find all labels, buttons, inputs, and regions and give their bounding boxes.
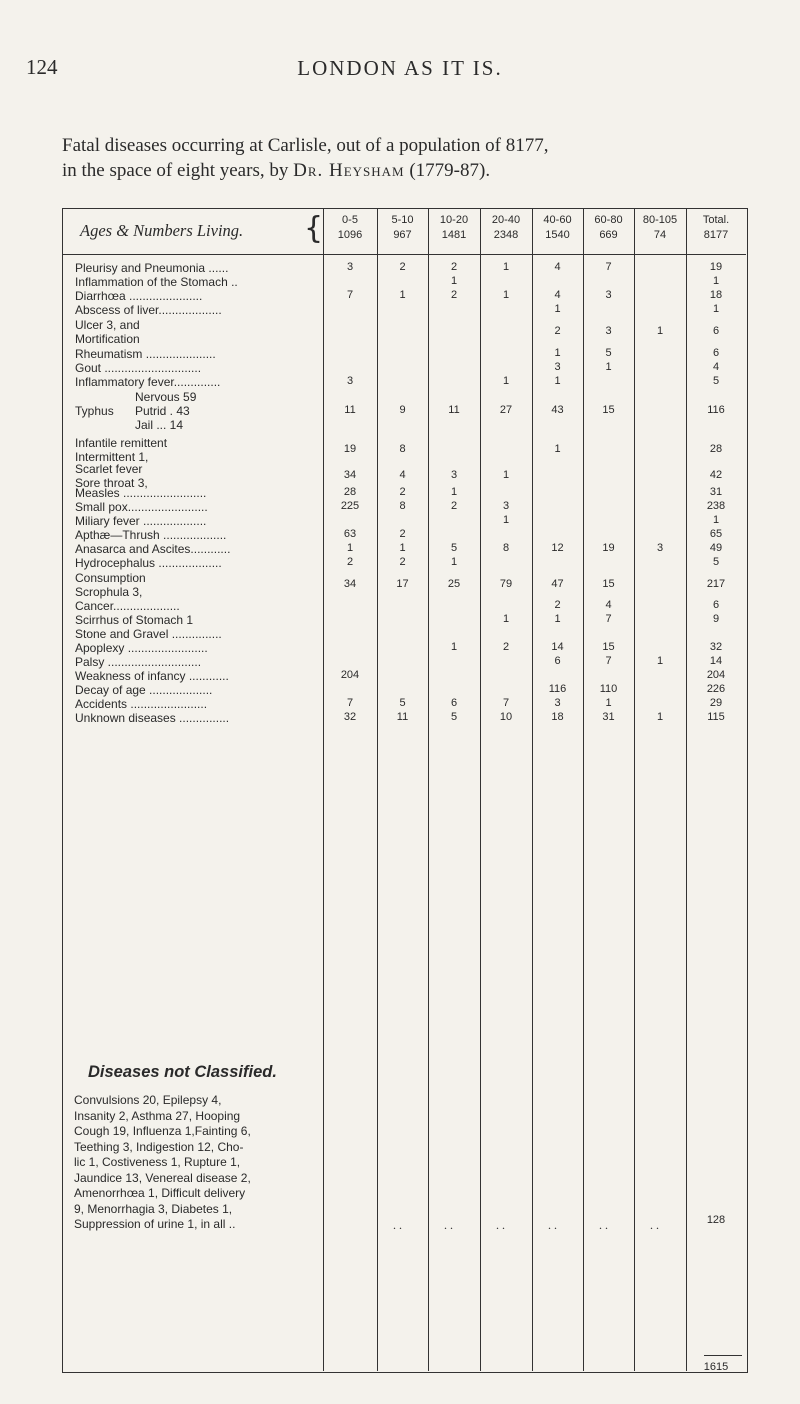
table-cell: 3: [346, 261, 354, 273]
table-cell: 43: [551, 404, 564, 416]
table-cell: 8: [502, 542, 510, 554]
column-age: 20-40: [491, 214, 521, 226]
table-cell: 1: [656, 655, 664, 667]
table-cell: 17: [396, 578, 409, 590]
table-cell: 1: [605, 361, 612, 373]
disease-name-line: Accidents .......................: [75, 697, 208, 711]
column-rule: [583, 208, 584, 1371]
table-cell: 25: [447, 578, 461, 590]
table-cell: 1: [502, 375, 510, 387]
disease-name-line: Gout .............................: [75, 361, 202, 375]
disease-name-line: Palsy ............................: [75, 655, 202, 669]
table-cell: 7: [605, 613, 612, 625]
table-cell: 1: [399, 289, 406, 301]
table-cell: 6: [554, 655, 561, 667]
unclassified-list: [74, 1093, 336, 1233]
disease-name: [75, 514, 206, 528]
disease-name: [75, 613, 193, 627]
disease-name: [75, 318, 140, 346]
table-cell: 9: [399, 404, 406, 416]
table-cell: 19: [343, 443, 357, 455]
disease-name-line: Ulcer 3, and: [75, 318, 140, 332]
column-living: 8177: [703, 229, 729, 241]
disease-name-line: Consumption: [75, 571, 146, 585]
table-cell: 3: [554, 697, 561, 709]
disease-name-line: Inflammatory fever..............: [75, 375, 221, 389]
disease-name-line: Scrophula 3,: [75, 585, 143, 599]
table-cell: 11: [344, 404, 356, 416]
table-cell: 8: [399, 443, 406, 455]
table-cell: 42: [709, 469, 723, 481]
table-cell: 1: [502, 613, 510, 625]
leader-dots: . .: [599, 1218, 608, 1232]
caption: [62, 133, 782, 183]
column-header: [583, 213, 634, 243]
table-cell: 4: [605, 599, 612, 611]
disease-name-line: Sore throat 3,: [75, 476, 148, 490]
table-cell: 2: [399, 486, 406, 498]
table-cell: 14: [551, 641, 564, 653]
table-cell: 116: [707, 404, 725, 416]
unclassified-line: Teething 3, Indigestion 12, Cho-: [74, 1139, 244, 1154]
table-cell: 5: [605, 347, 612, 359]
leader-dots: . .: [496, 1218, 505, 1232]
table-cell: 5: [712, 375, 720, 387]
unclassified-line: Insanity 2, Asthma 27, Hooping: [74, 1108, 241, 1123]
table-cell: 1: [554, 613, 561, 625]
disease-name-line: Pleurisy and Pneumonia ......: [75, 261, 229, 275]
column-living: 1540: [545, 229, 570, 241]
caption-line-2-pre: in the space of eight years, by: [62, 160, 294, 181]
disease-name: [75, 669, 229, 683]
disease-name-line: Abscess of liver...................: [75, 303, 222, 317]
table-cell: 7: [502, 697, 510, 709]
column-age: 5-10: [391, 214, 414, 226]
disease-name: [75, 347, 216, 361]
unclassified-line: lic 1, Costiveness 1, Rupture 1,: [74, 1155, 241, 1169]
column-age: 80-105: [642, 214, 678, 226]
table-cell: 226: [706, 683, 726, 695]
disease-name-line: Decay of age ...................: [75, 683, 213, 697]
disease-name-line: Nervous 59: [135, 390, 197, 404]
column-age: 60-80: [594, 214, 623, 226]
table-cell: 11: [396, 711, 409, 723]
table-cell: 110: [599, 683, 618, 695]
column-header: [686, 213, 746, 243]
disease-name-line: Stone and Gravel ...............: [75, 627, 222, 641]
table-cell: 7: [346, 289, 354, 301]
disease-name: [75, 542, 230, 556]
table-cell: 27: [499, 404, 513, 416]
table-cell: 6: [450, 697, 458, 709]
table-cell: 34: [343, 578, 357, 590]
table-cell: 3: [450, 469, 458, 481]
disease-name: [75, 275, 238, 289]
table-cell: 7: [346, 697, 354, 709]
table-cell: 1: [399, 542, 406, 554]
table-cell: 63: [343, 528, 357, 540]
table-cell: 1: [502, 514, 510, 526]
unclassified-line: Suppression of urine 1, in all ..: [74, 1217, 236, 1231]
disease-name: [75, 627, 222, 641]
disease-name-line: Infantile remittent: [75, 436, 168, 450]
column-living: 1481: [441, 229, 467, 241]
disease-name: [75, 697, 207, 711]
table-cell: 32: [709, 641, 723, 653]
header-brace: {: [304, 211, 324, 246]
disease-name-line: Measles .........................: [75, 486, 207, 500]
table-cell: 1: [450, 641, 458, 653]
table-cell: 15: [602, 404, 615, 416]
table-cell: 6: [712, 347, 720, 359]
disease-name: [75, 655, 201, 669]
table-cell: 34: [343, 469, 357, 481]
column-header: [428, 213, 480, 243]
table-cell: 3: [605, 325, 612, 337]
disease-name-line: Apoplexy ........................: [75, 641, 208, 655]
table-cell: 1: [450, 486, 458, 498]
table-cell: 2: [399, 556, 406, 568]
grand-total: 1615: [703, 1361, 729, 1373]
table-cell: 11: [448, 404, 460, 416]
table-cell: 65: [709, 528, 723, 540]
unclassified-line: Convulsions 20, Epilepsy 4,: [74, 1093, 222, 1107]
table-cell: 2: [450, 261, 458, 273]
column-header: [323, 213, 377, 243]
disease-name-line: Miliary fever ...................: [75, 514, 207, 528]
column-age: 10-20: [439, 214, 469, 226]
table-cell: 1: [656, 711, 664, 723]
disease-name-line: Anasarca and Ascites............: [75, 542, 231, 556]
disease-name-line: Scirrhus of Stomach 1: [75, 613, 194, 627]
disease-name: [75, 571, 146, 599]
table-cell: 3: [554, 361, 561, 373]
disease-name-line: Jail ... 14: [135, 418, 184, 432]
table-cell: 1: [605, 697, 612, 709]
unclassified-line: 9, Menorrhagia 3, Diabetes 1,: [74, 1201, 233, 1216]
table-cell: 15: [602, 641, 615, 653]
table-cell: 1: [712, 514, 720, 526]
table-cell: 5: [712, 556, 720, 568]
caption-line-2-post: (1779-87).: [404, 160, 491, 181]
disease-name: [75, 683, 212, 697]
table-cell: 18: [551, 711, 564, 723]
disease-name: [75, 556, 222, 570]
disease-name-line: Rheumatism .....................: [75, 347, 216, 361]
table-cell: 7: [605, 261, 612, 273]
table-cell: 2: [450, 500, 458, 512]
table-cell: 10: [499, 711, 513, 723]
table-cell: 3: [656, 542, 664, 554]
column-age: Total.: [702, 214, 730, 226]
header-rule: [62, 254, 746, 255]
table-cell: 2: [450, 289, 458, 301]
leader-dots: . .: [444, 1218, 453, 1232]
column-living: 967: [393, 229, 412, 241]
table-cell: 12: [551, 542, 564, 554]
table-cell: 2: [554, 599, 561, 611]
disease-name-line: Unknown diseases ...............: [75, 711, 230, 725]
running-head: LONDON AS IT IS.: [297, 56, 503, 80]
disease-name: [75, 289, 202, 303]
table-cell: 14: [709, 655, 723, 667]
disease-name-line: Cancer....................: [75, 599, 180, 613]
table-cell: 1: [502, 469, 510, 481]
table-cell: 2: [554, 325, 561, 337]
table-cell: 225: [340, 500, 360, 512]
table-cell: 1: [712, 303, 720, 315]
table-cell: 8: [399, 500, 406, 512]
table-cell: 1: [502, 289, 510, 301]
column-living: 74: [653, 229, 667, 241]
table-header-label: Ages & Numbers Living.: [80, 221, 244, 240]
table-cell: 238: [706, 500, 726, 512]
disease-name: [75, 500, 208, 514]
disease-name: [75, 261, 228, 275]
disease-name: [75, 303, 222, 317]
table-cell: 5: [450, 542, 458, 554]
table-cell: 5: [450, 711, 458, 723]
disease-name-line: Weakness of infancy ............: [75, 669, 229, 683]
column-living: 2348: [493, 229, 519, 241]
column-header: [377, 213, 428, 243]
table-cell: 29: [709, 697, 723, 709]
leader-dots: . .: [548, 1218, 557, 1232]
table-cell: 1: [346, 542, 354, 554]
table-cell: 15: [602, 578, 615, 590]
unclassified-total: 128: [706, 1214, 726, 1226]
table-cell: 2: [346, 556, 354, 568]
unclassified-line: Cough 19, Influenza 1,Fainting 6,: [74, 1124, 251, 1138]
column-rule: [377, 208, 378, 1371]
disease-name: [75, 641, 208, 655]
table-cell: 1: [450, 275, 458, 287]
total-rule: [704, 1355, 742, 1356]
disease-name-line: Inflammation of the Stomach ..: [75, 275, 238, 289]
table-cell: 79: [499, 578, 513, 590]
table-cell: 217: [706, 578, 726, 590]
table-cell: 4: [712, 361, 720, 373]
table-cell: 116: [548, 683, 567, 695]
disease-name: [75, 711, 229, 725]
page-number: 124: [26, 55, 58, 79]
column-rule: [634, 208, 635, 1371]
column-header: [532, 213, 583, 243]
unclassified-line: Amenorrhœa 1, Difficult delivery: [74, 1186, 246, 1200]
table-cell: 49: [709, 542, 723, 554]
table-cell: 31: [602, 711, 615, 723]
table-cell: 1: [712, 275, 720, 287]
leader-dots: . .: [393, 1218, 402, 1232]
disease-name-line: Hydrocephalus ...................: [75, 556, 222, 570]
disease-prefix: Typhus: [75, 404, 114, 418]
table-cell: 28: [343, 486, 357, 498]
unclassified-heading: Diseases not Classified.: [88, 1063, 277, 1081]
table-cell: 18: [709, 289, 723, 301]
table-cell: 204: [706, 669, 726, 681]
column-age: 0-5: [342, 214, 358, 226]
column-living: 669: [599, 229, 618, 241]
disease-name: [75, 436, 167, 464]
table-cell: 1: [554, 375, 561, 387]
table-cell: 32: [343, 711, 357, 723]
disease-name-line: Apthæ—Thrush ...................: [75, 528, 227, 542]
caption-line-1: Fatal diseases occurring at Carlisle, out of a population of 8177,: [62, 135, 549, 156]
leader-dots: . .: [650, 1218, 659, 1232]
table-cell: 115: [707, 711, 725, 723]
table-cell: 1: [554, 347, 561, 359]
table-cell: 3: [605, 289, 612, 301]
column-header: [634, 213, 686, 243]
disease-name: [75, 528, 226, 542]
column-header: [480, 213, 532, 243]
table-cell: 47: [551, 578, 564, 590]
table-cell: 28: [709, 443, 723, 455]
table-cell: 1: [554, 443, 561, 455]
table-cell: 19: [602, 542, 615, 554]
disease-name: [75, 486, 206, 500]
table-cell: 4: [554, 289, 561, 301]
disease-name: [75, 390, 196, 432]
disease-name-line: Small pox........................: [75, 500, 208, 514]
disease-name: [75, 361, 201, 375]
disease-name-line: Mortification: [75, 332, 140, 346]
table-cell: 1: [656, 325, 664, 337]
column-rule: [428, 208, 429, 1371]
table-cell: 5: [399, 697, 406, 709]
disease-name-line: Intermittent 1,: [75, 450, 149, 464]
table-cell: 1: [502, 261, 510, 273]
table-cell: 9: [712, 613, 720, 625]
table-cell: 4: [399, 469, 406, 481]
table-cell: 7: [605, 655, 612, 667]
table-cell: 31: [709, 486, 723, 498]
disease-name: [75, 599, 180, 613]
caption-line-2: [62, 158, 782, 183]
table-cell: 3: [346, 375, 354, 387]
table-cell: 19: [709, 261, 723, 273]
disease-name-line: Diarrhœa ......................: [75, 289, 203, 303]
disease-name-line: Scarlet fever: [75, 462, 143, 476]
table-cell: 1: [450, 556, 458, 568]
column-age: 40-60: [543, 214, 572, 226]
table-cell: 1: [554, 303, 561, 315]
caption-author: Dr. Heysham: [293, 160, 405, 181]
table-cell: 204: [340, 669, 360, 681]
unclassified-line: Jaundice 13, Venereal disease 2,: [74, 1170, 251, 1185]
table-cell: 2: [399, 261, 406, 273]
table-cell: 2: [399, 528, 406, 540]
table-cell: 2: [502, 641, 510, 653]
disease-name: [75, 375, 220, 389]
table-cell: 4: [554, 261, 561, 273]
table-cell: 6: [712, 599, 720, 611]
column-living: 1096: [337, 229, 363, 241]
table-cell: 3: [502, 500, 510, 512]
table-cell: 6: [712, 325, 720, 337]
disease-name-line: Putrid . 43: [135, 404, 190, 418]
